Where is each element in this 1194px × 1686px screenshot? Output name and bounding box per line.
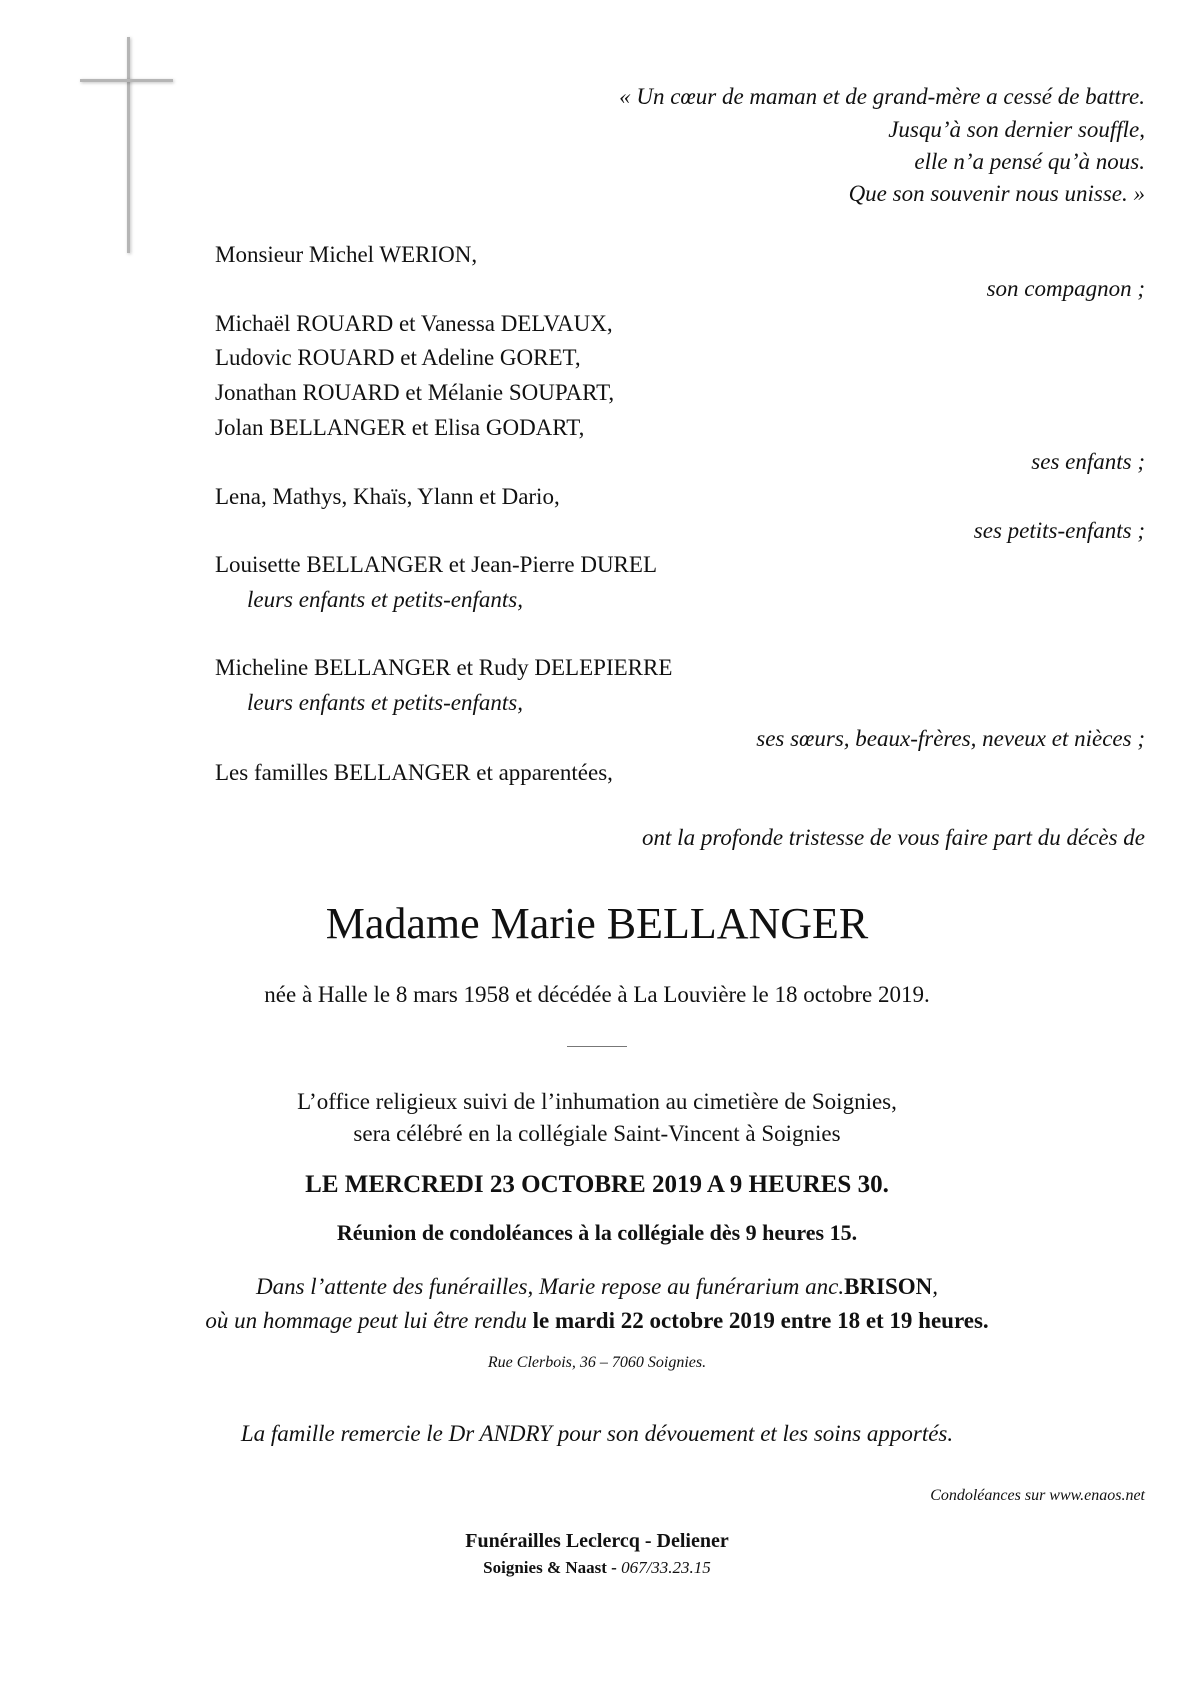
families: Les familles BELLANGER et apparentées, (215, 760, 613, 785)
funeral-home-phone: 067/33.23.15 (621, 1558, 711, 1577)
online-condolences[interactable]: Condoléances sur www.enaos.net (930, 1487, 1145, 1504)
child-name: Jolan BELLANGER et Elisa GODART, (215, 415, 585, 440)
cross-icon (127, 37, 130, 253)
announcement: ont la profonde tristesse de vous faire part du décès de (642, 825, 1145, 850)
address: Rue Clerbois, 36 – 7060 Soignies. (487, 1354, 707, 1371)
siblings-role: ses sœurs, beaux-frères, neveux et nièces ; (756, 726, 1145, 751)
rest-text: Dans l’attente des funérailles, Marie repose au funérarium anc. (255, 1274, 845, 1299)
quote-line: elle n’a pensé qu’à nous. (914, 149, 1145, 174)
funeral-home-contact (0, 1557, 1194, 1579)
grandchildren-role: ses petits-enfants ; (973, 518, 1145, 543)
ceremony-date: LE MERCREDI 23 OCTOBRE 2019 A 9 HEURES 30. (305, 1171, 889, 1198)
rest-comma: , (932, 1274, 939, 1299)
quote-line: « Un cœur de maman et de grand-mère a cessé de battre. (619, 84, 1145, 109)
companion-name: Monsieur Michel WERION, (215, 242, 478, 267)
child-name: Ludovic ROUARD et Adeline GORET, (215, 345, 581, 370)
deceased-dates: née à Halle le 8 mars 1958 et décédée à La Louvière le 18 octobre 2019. (264, 982, 930, 1007)
companion-role: son compagnon ; (986, 276, 1145, 301)
sibling-name: Micheline BELLANGER et Rudy DELEPIERRE (215, 655, 673, 680)
divider (567, 1046, 627, 1047)
child-name: Jonathan ROUARD et Mélanie SOUPART, (215, 380, 615, 405)
sibling-name: Louisette BELLANGER et Jean-Pierre DUREL (215, 552, 657, 577)
grandchildren-names: Lena, Mathys, Khaïs, Ylann et Dario, (215, 484, 560, 509)
children-role: ses enfants ; (1031, 449, 1145, 474)
sibling-sub: leurs enfants et petits-enfants, (247, 587, 523, 612)
rest-line (0, 1273, 1194, 1301)
visit-date: le mardi 22 octobre 2019 entre 18 et 19 heures. (532, 1308, 989, 1333)
ceremony-line: L’office religieux suivi de l’inhumation au cimetière de Soignies, (297, 1089, 897, 1114)
sibling-sub: leurs enfants et petits-enfants, (247, 690, 523, 715)
ceremony-line: sera célébré en la collégiale Saint-Vincent à Soignies (353, 1121, 841, 1146)
child-name: Michaël ROUARD et Vanessa DELVAUX, (215, 311, 613, 336)
thanks: La famille remercie le Dr ANDRY pour son dévouement et les soins apportés. (240, 1421, 954, 1446)
funeral-home-place: Soignies & Naast - (483, 1558, 622, 1577)
visit-text: où un hommage peut lui être rendu (205, 1308, 533, 1333)
cross-icon-bar (80, 79, 173, 82)
visit-line (0, 1307, 1194, 1335)
deceased-name: Madame Marie BELLANGER (325, 899, 869, 948)
funerarium-name: BRISON (844, 1274, 933, 1299)
quote-line: Que son souvenir nous unisse. » (848, 181, 1145, 206)
condolences-meeting: Réunion de condoléances à la collégiale dès 9 heures 15. (336, 1220, 858, 1245)
quote-line: Jusqu’à son dernier souffle, (888, 117, 1145, 142)
funeral-home-name: Funérailles Leclercq - Deliener (465, 1530, 729, 1552)
